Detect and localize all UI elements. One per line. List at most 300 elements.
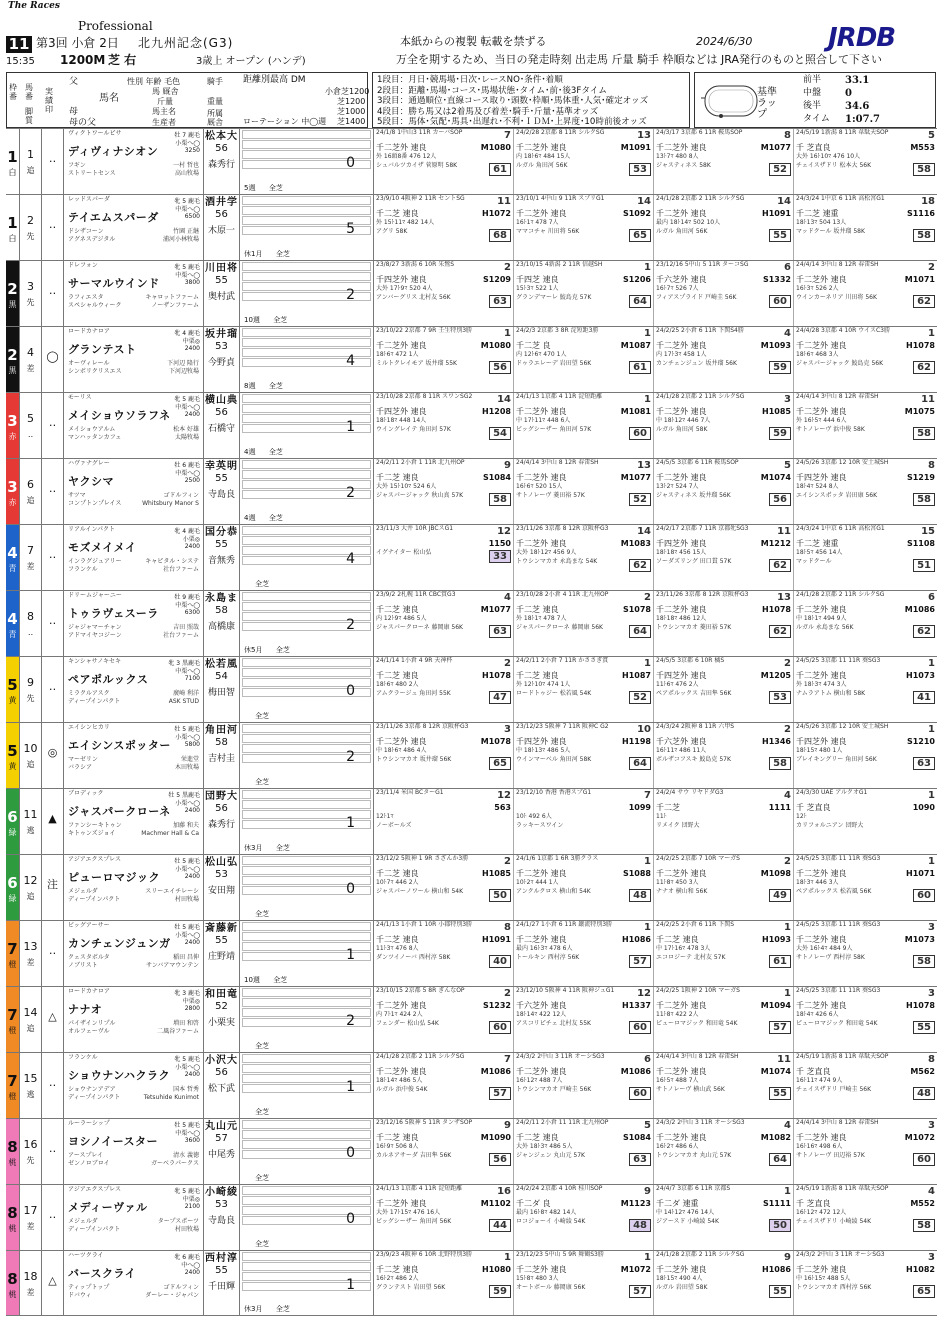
past-race-1[interactable] bbox=[374, 921, 514, 986]
umaban-cell bbox=[20, 723, 42, 788]
prize-money: 3250 bbox=[184, 147, 200, 154]
past-race-title: 24/5/5 3京都 6 11R 鞍馬SOP bbox=[656, 459, 739, 466]
past-race-header bbox=[376, 658, 511, 670]
past-race-title: 23/8/27 3新潟 6 10R 朱鷺S bbox=[376, 261, 455, 268]
rest-summary bbox=[244, 976, 287, 984]
past-race-4[interactable] bbox=[794, 921, 937, 986]
past-race-1[interactable] bbox=[374, 1185, 514, 1250]
distance-surface: 千四芝 速良 bbox=[516, 274, 559, 284]
distance-surface: 千四芝外 速良 bbox=[656, 538, 707, 548]
jockey-name[interactable]: 小沢大 bbox=[205, 1055, 238, 1066]
past-race-2[interactable] bbox=[514, 1053, 654, 1118]
course-time-0: 小倉芝1200 bbox=[325, 87, 370, 96]
past-race-3[interactable] bbox=[654, 525, 794, 590]
jockey-name[interactable]: 西村淳 bbox=[205, 1253, 238, 1264]
past-race-4[interactable] bbox=[794, 459, 937, 524]
past-race-3[interactable] bbox=[654, 723, 794, 788]
winner-line bbox=[656, 427, 791, 441]
damsire-breeder-line bbox=[68, 897, 199, 904]
jockey-name[interactable]: 川田将 bbox=[205, 263, 238, 274]
waku-number: 5 bbox=[7, 676, 18, 694]
passing-info: 18ﾄ18ﾏ 456 15人 bbox=[656, 548, 707, 556]
jockey-name[interactable]: 小崎綾 bbox=[205, 1187, 238, 1198]
dam-name: クェスタボルタ bbox=[68, 953, 110, 961]
winner-line bbox=[516, 1219, 651, 1233]
race-time: H1078 bbox=[762, 604, 791, 614]
past-race-1[interactable] bbox=[374, 987, 514, 1052]
winner-info: マッドクール bbox=[796, 557, 832, 565]
sire-name: ドレフォン bbox=[68, 262, 98, 269]
past-race-2[interactable] bbox=[514, 1119, 654, 1184]
stable-mark: 中栗へ◯ bbox=[175, 667, 200, 675]
horse-name[interactable]: メディーヴァル bbox=[68, 1200, 148, 1214]
past-race-1[interactable] bbox=[374, 1119, 514, 1184]
horse-info-cell bbox=[64, 921, 204, 986]
race-time: M1072 bbox=[620, 1264, 651, 1274]
winner-line bbox=[796, 823, 935, 830]
past-race-3[interactable] bbox=[654, 789, 794, 854]
finish-position: 2 bbox=[928, 262, 935, 273]
horse-name[interactable]: モズメイメイ bbox=[68, 540, 137, 554]
past-race-4[interactable] bbox=[794, 723, 937, 788]
prediction-mark: ‥ bbox=[42, 393, 64, 458]
horse-row-13 bbox=[6, 920, 937, 986]
passing-info: 18ﾄ13ﾏ 504 13人 bbox=[796, 218, 847, 226]
waku-cell bbox=[6, 921, 20, 986]
past-race-2[interactable] bbox=[514, 987, 654, 1052]
stat-bar bbox=[242, 1130, 371, 1139]
winner-line bbox=[516, 295, 651, 309]
past-race-main bbox=[796, 1133, 935, 1142]
distance-surface: 千二芝外 速良 bbox=[516, 1264, 567, 1274]
jockey-cell bbox=[204, 459, 240, 524]
stat-big-figure: 4 bbox=[346, 353, 359, 369]
winner-line bbox=[796, 295, 935, 309]
passing-info: 外 16頭8番 476 12人 bbox=[376, 152, 437, 160]
past-race-1[interactable] bbox=[374, 1251, 514, 1315]
distance-surface: 千六芝外 速良 bbox=[656, 736, 707, 746]
jockey-cell bbox=[204, 855, 240, 920]
waku-number: 4 bbox=[7, 544, 18, 562]
trainer-name[interactable]: 奥村武 bbox=[207, 292, 235, 302]
horse-name[interactable]: ペアポルックス bbox=[68, 672, 149, 686]
past-race-2[interactable] bbox=[514, 261, 654, 326]
trainer-name[interactable]: 千田輝 bbox=[207, 1282, 235, 1292]
winner-info: サトノレーヴ 西村淳 58K bbox=[796, 953, 865, 961]
dam-owner-line bbox=[68, 889, 199, 896]
race-time: 1090 bbox=[912, 802, 935, 812]
past-race-4[interactable] bbox=[794, 1185, 937, 1250]
past-race-4[interactable] bbox=[794, 327, 937, 392]
winner-line bbox=[796, 1087, 935, 1101]
jockey-name[interactable]: 国分恭 bbox=[205, 527, 238, 538]
trainer-name[interactable]: 音無秀 bbox=[207, 556, 235, 566]
winner-info: トウシンマカオ 戸崎圭 56K bbox=[516, 1085, 592, 1093]
past-race-3[interactable] bbox=[654, 1185, 794, 1250]
race-time: M1082 bbox=[760, 1132, 791, 1142]
passing-info: 13ﾄ7ﾏ 480 8人 bbox=[656, 152, 699, 160]
past-race-2[interactable] bbox=[514, 1251, 654, 1315]
past-race-3[interactable] bbox=[654, 1053, 794, 1118]
past-race-3[interactable] bbox=[654, 195, 794, 260]
finish-position: 6 bbox=[784, 262, 791, 273]
past-race-2[interactable] bbox=[514, 327, 654, 392]
winner-line bbox=[796, 229, 935, 243]
past-race-2[interactable] bbox=[514, 393, 654, 458]
finish-position: 1 bbox=[784, 922, 791, 933]
past-race-1[interactable] bbox=[374, 327, 514, 392]
prediction-mark: ‥ bbox=[42, 195, 64, 260]
winner-line bbox=[376, 625, 511, 639]
horse-name[interactable]: メイショウソラフネ bbox=[68, 408, 171, 422]
distance-surface: 千六芝外 速良 bbox=[516, 1000, 567, 1010]
past-race-3[interactable] bbox=[654, 1251, 794, 1315]
horse-name[interactable]: トゥラヴェスーラ bbox=[68, 606, 159, 620]
umaban-cell bbox=[20, 921, 42, 986]
distance-surface: 千二芝外 速良 bbox=[656, 1000, 707, 1010]
stat-bar bbox=[242, 1252, 371, 1261]
past-race-4[interactable] bbox=[794, 1053, 937, 1118]
finish-position: 5 bbox=[928, 130, 935, 141]
waku-color-label: 白 bbox=[8, 168, 17, 178]
running-style: 差 bbox=[26, 1221, 35, 1231]
summary-label: 全芝 bbox=[255, 1041, 270, 1050]
trainer-name[interactable]: 梅田智 bbox=[207, 688, 235, 698]
jockey-name[interactable]: 幸英明 bbox=[205, 461, 238, 472]
finish-position: 9 bbox=[504, 1120, 511, 1131]
past-race-3[interactable] bbox=[654, 855, 794, 920]
past-race-4[interactable] bbox=[794, 1251, 937, 1315]
horse-name[interactable]: ナナオ bbox=[68, 1002, 103, 1016]
waku-number: 7 bbox=[7, 1006, 18, 1024]
horse-name[interactable]: バースクライ bbox=[68, 1266, 137, 1280]
past-race-1[interactable] bbox=[374, 723, 514, 788]
stats-cell bbox=[240, 1185, 374, 1250]
passing-info: 16ﾄ6ﾏ 520 15人 bbox=[516, 482, 563, 490]
past-race-3[interactable] bbox=[654, 261, 794, 326]
winner-info: カンチェンジュン 坂井瑠 56K bbox=[656, 359, 737, 367]
idm-score: 54 bbox=[489, 427, 511, 441]
carried-weight: 56 bbox=[215, 802, 228, 814]
owner-name: 松本 好雄 bbox=[173, 425, 199, 433]
winner-info: グランテスト 岩田望 56K bbox=[376, 1283, 446, 1291]
stat-big-figure: 1 bbox=[346, 1079, 359, 1095]
waku-number: 8 bbox=[7, 1138, 18, 1156]
past-race-header bbox=[376, 592, 511, 604]
finish-position: 14 bbox=[637, 526, 651, 537]
horse-name[interactable]: エイシンスポッター bbox=[68, 738, 171, 752]
winner-line bbox=[376, 1285, 511, 1299]
jockey-name[interactable]: 酒井学 bbox=[205, 197, 238, 208]
passing-info: 16ﾄ11ﾏ 486 11人 bbox=[656, 746, 707, 754]
horse-name[interactable]: カンチェンジュンガ bbox=[68, 936, 171, 950]
past-race-1[interactable] bbox=[374, 1053, 514, 1118]
finish-position: 4 bbox=[928, 1186, 935, 1197]
jockey-name[interactable]: 角田河 bbox=[205, 725, 238, 736]
jockey-name[interactable]: 坂井瑠 bbox=[205, 329, 238, 340]
waku-color-label: 白 bbox=[8, 234, 17, 244]
winner-info: カルネアサーダ 吉田隼 56K bbox=[376, 1151, 452, 1159]
prize-money: 2800 bbox=[184, 1005, 200, 1012]
past-race-1[interactable] bbox=[374, 525, 514, 590]
past-race-main bbox=[656, 671, 791, 680]
past-race-header bbox=[796, 790, 935, 802]
sire-name: ビッグアーサー bbox=[68, 922, 110, 929]
past-race-header bbox=[656, 988, 791, 1000]
past-race-2[interactable] bbox=[514, 525, 654, 590]
surface-label: 芝 右 bbox=[108, 53, 137, 67]
past-race-1[interactable] bbox=[374, 459, 514, 524]
horse-name[interactable]: ヤクシマ bbox=[68, 474, 114, 488]
damsire-breeder-line bbox=[68, 699, 199, 706]
past-race-header bbox=[656, 130, 791, 142]
passing-info: 大外 16ﾄ10ﾏ 476 10人 bbox=[796, 152, 861, 160]
waku-cell bbox=[6, 1251, 20, 1315]
past-race-2[interactable] bbox=[514, 723, 654, 788]
stable-mark: 中栗へ◯ bbox=[175, 403, 200, 411]
finish-position: 11 bbox=[777, 526, 791, 537]
horse-name[interactable]: サーマルウインド bbox=[68, 276, 160, 290]
passing-info: 内 7ﾄ1ﾏ 424 2人 bbox=[376, 1010, 423, 1018]
damsire-name: オルフェーヴル bbox=[68, 1028, 110, 1036]
past-race-title: 23/12/16 5中山 5 11R ターコSG bbox=[656, 261, 749, 268]
jockey-name[interactable]: 団野大 bbox=[205, 791, 238, 802]
trainer-name[interactable]: 小栗実 bbox=[207, 1018, 235, 1028]
waku-color-label: 橙 bbox=[8, 1092, 17, 1102]
past-race-title: 24/3/2 2中山 3 11R オーシSG3 bbox=[656, 1119, 745, 1126]
past-race-4[interactable] bbox=[794, 591, 937, 656]
past-race-title: 24/2/11 2小倉 1 11R 北九州OP bbox=[376, 459, 465, 466]
past-race-3[interactable] bbox=[654, 459, 794, 524]
trainer-name[interactable]: 今野貞 bbox=[207, 358, 235, 368]
distance-surface: 千二芝外 速良 bbox=[656, 472, 707, 482]
winner-line bbox=[516, 1087, 651, 1101]
trainer-name[interactable]: 森秀行 bbox=[207, 820, 235, 830]
past-race-title: 23/12/2 5阪神 1 9R さざんか3勝 bbox=[376, 855, 469, 862]
jockey-name[interactable]: 松山弘 bbox=[205, 857, 238, 868]
winner-line bbox=[376, 163, 511, 177]
jockey-name[interactable]: 横山典 bbox=[205, 395, 238, 406]
race-time: M1071 bbox=[904, 274, 935, 284]
horse-name[interactable]: ショウナンハクラク bbox=[68, 1068, 170, 1082]
winner-line bbox=[656, 889, 791, 903]
past-race-1[interactable] bbox=[374, 393, 514, 458]
breeder-name: 木田牧場 bbox=[174, 764, 199, 772]
waku-cell bbox=[6, 657, 20, 722]
past-race-3[interactable] bbox=[654, 327, 794, 392]
winner-line bbox=[516, 625, 651, 639]
past-race-1[interactable] bbox=[374, 195, 514, 260]
winner-info: ジャスティネス 坂井瑠 56K bbox=[656, 491, 731, 499]
stat-bar bbox=[242, 470, 371, 479]
winner-info: ピューロマジック 和田竜 54K bbox=[656, 1019, 738, 1027]
past-race-1[interactable] bbox=[374, 129, 514, 194]
trainer-name[interactable]: 石橋守 bbox=[207, 424, 235, 434]
past-race-2[interactable] bbox=[514, 855, 654, 920]
past-race-2[interactable] bbox=[514, 921, 654, 986]
horse-info-cell bbox=[64, 525, 204, 590]
distance-surface: 千四芝外 速良 bbox=[376, 274, 427, 284]
past-race-1[interactable] bbox=[374, 789, 514, 854]
umaban-number: 1 bbox=[27, 148, 34, 161]
jockey-name[interactable]: 丸山元 bbox=[205, 1121, 238, 1132]
trainer-name[interactable]: 吉村圭 bbox=[207, 754, 235, 764]
horse-name[interactable]: テイエムスパーダ bbox=[68, 210, 159, 224]
trainer-name[interactable]: 中尾秀 bbox=[207, 1150, 235, 1160]
winner-line bbox=[656, 559, 791, 573]
trainer-name[interactable]: 高橋康 bbox=[207, 622, 235, 632]
past-race-title: 23/12/10 5阪神 4 11R 阪神ジュG1 bbox=[516, 987, 615, 994]
stable-mark: 中へ◯ bbox=[181, 1261, 200, 1269]
trainer-name[interactable]: 庄野靖 bbox=[207, 952, 235, 962]
race-time: M1090 bbox=[480, 1132, 511, 1142]
sire-name: ブロディック bbox=[68, 790, 104, 797]
winner-line bbox=[376, 757, 511, 771]
idm-score: 55 bbox=[769, 229, 791, 243]
horse-name[interactable]: ヨシノイースター bbox=[68, 1134, 159, 1148]
carried-weight: 53 bbox=[215, 868, 228, 880]
winner-info: サトノレーヴ 菱田裕 57K bbox=[516, 491, 585, 499]
past-race-title: 23/12/23 5中山 5 9R 舞鶴S3勝 bbox=[516, 1251, 604, 1258]
idm-score: 60 bbox=[629, 427, 651, 441]
past-race-4[interactable] bbox=[794, 789, 937, 854]
past-race-4[interactable] bbox=[794, 657, 937, 722]
winner-info: ペアポルックス 吉田隼 56K bbox=[656, 689, 732, 697]
stat-bar bbox=[242, 668, 371, 677]
stat-bar bbox=[242, 658, 371, 667]
stat-big-figure: 1 bbox=[346, 815, 359, 831]
past-race-3[interactable] bbox=[654, 657, 794, 722]
past-race-4[interactable] bbox=[794, 525, 937, 590]
past-race-3[interactable] bbox=[654, 987, 794, 1052]
jockey-name[interactable]: 斎藤新 bbox=[205, 923, 238, 934]
stat-bar bbox=[242, 272, 371, 281]
rest-summary bbox=[244, 382, 283, 390]
carried-weight: 56 bbox=[215, 208, 228, 220]
stat-bar bbox=[242, 1196, 371, 1205]
distance-surface: 千四芝外 速良 bbox=[796, 736, 847, 746]
past-race-3[interactable] bbox=[654, 393, 794, 458]
horse-name[interactable]: ディヴィナシオン bbox=[68, 144, 159, 158]
past-race-title: 23/11/26 3京都 8 12R 京阪杯G3 bbox=[376, 723, 469, 730]
winner-line bbox=[516, 1021, 651, 1035]
horse-name[interactable]: ジャスパークローネ bbox=[68, 804, 171, 818]
past-race-2[interactable] bbox=[514, 657, 654, 722]
trainer-name[interactable]: 安田翔 bbox=[207, 886, 235, 896]
horse-row-10 bbox=[6, 722, 937, 788]
winner-info: アンクルクロス 横山和 54K bbox=[516, 887, 591, 895]
prediction-mark: △ bbox=[42, 987, 64, 1052]
umaban-cell bbox=[20, 1251, 42, 1315]
passing-info: 16ﾄ5ﾏ 488 7人 bbox=[656, 1076, 699, 1084]
trainer-name[interactable]: 松下武 bbox=[207, 1084, 235, 1094]
winner-info: ルガル 永島まな 56K bbox=[796, 623, 854, 631]
past-race-2[interactable] bbox=[514, 789, 654, 854]
passing-info: 15ﾄ8ﾏ 480 3人 bbox=[516, 1274, 559, 1282]
horse-name[interactable]: グランテスト bbox=[68, 342, 137, 356]
horse-name[interactable]: ピューロマジック bbox=[68, 870, 160, 884]
prize-money: 2400 bbox=[184, 1071, 200, 1078]
jockey-name[interactable]: 松若風 bbox=[205, 659, 238, 670]
distance-surface: 千二芝外 速良 bbox=[376, 142, 427, 152]
past-race-2[interactable] bbox=[514, 129, 654, 194]
umaban-number: 9 bbox=[27, 676, 34, 689]
past-race-3[interactable] bbox=[654, 591, 794, 656]
past-race-2[interactable] bbox=[514, 195, 654, 260]
passing-info: 16ﾄ2ﾏ 486 2人 bbox=[376, 1274, 419, 1282]
past-race-3[interactable] bbox=[654, 129, 794, 194]
breeder-name: ノーザンファーム bbox=[151, 302, 199, 310]
past-race-4[interactable] bbox=[794, 987, 937, 1052]
trainer-name[interactable]: 寺島良 bbox=[207, 1216, 235, 1226]
copy-notice-1: 本紙からの複製 転載を禁ずる bbox=[400, 35, 547, 48]
jockey-name[interactable]: 松本大 bbox=[205, 131, 238, 142]
prediction-mark: ‥ bbox=[42, 459, 64, 524]
prize-money: 2400 bbox=[184, 345, 200, 352]
trainer-name[interactable]: 木原一 bbox=[207, 226, 235, 236]
past-race-1[interactable] bbox=[374, 855, 514, 920]
carried-weight: 55 bbox=[215, 274, 228, 286]
past-race-4[interactable] bbox=[794, 393, 937, 458]
winner-line bbox=[376, 427, 511, 441]
sire-name: ハーツクライ bbox=[68, 1252, 104, 1259]
lap-value-0: 33.1 bbox=[845, 75, 870, 86]
stable-mark: 小栗へ◯ bbox=[175, 1063, 200, 1071]
winner-line bbox=[656, 163, 791, 177]
stable-mark: 小栗へ◯ bbox=[175, 799, 200, 807]
past-race-4[interactable] bbox=[794, 129, 937, 194]
distance-surface: 千二芝外 速良 bbox=[376, 1066, 427, 1076]
race-time: M1072 bbox=[904, 1132, 935, 1142]
stats-cell bbox=[240, 921, 374, 986]
past-race-4[interactable] bbox=[794, 261, 937, 326]
past-race-3[interactable] bbox=[654, 921, 794, 986]
past-race-2[interactable] bbox=[514, 1185, 654, 1250]
sex-age-color: 牡 6 鹿毛 bbox=[174, 462, 200, 469]
jockey-name[interactable]: 和田竜 bbox=[205, 989, 238, 1000]
past-race-4[interactable] bbox=[794, 195, 937, 260]
past-race-3[interactable] bbox=[654, 1119, 794, 1184]
past-race-1[interactable] bbox=[374, 261, 514, 326]
past-race-header bbox=[796, 1054, 935, 1066]
waku-number: 6 bbox=[7, 874, 18, 892]
past-race-4[interactable] bbox=[794, 855, 937, 920]
umaban-number: 15 bbox=[23, 1072, 38, 1085]
stat-big-figure: 2 bbox=[346, 485, 359, 501]
stats-cell bbox=[240, 987, 374, 1052]
damsire-name: ディープインパクト bbox=[68, 698, 121, 706]
prediction-mark: 注 bbox=[42, 855, 64, 920]
stat-bar bbox=[242, 536, 371, 545]
finish-position: 14 bbox=[777, 196, 791, 207]
jockey-name[interactable]: 永島ま bbox=[205, 593, 238, 604]
owner-name: 稲田 昌伸 bbox=[173, 953, 199, 961]
distance-surface: 千二芝外 速良 bbox=[656, 1066, 707, 1076]
trainer-name[interactable]: 寺島良 bbox=[207, 490, 235, 500]
past-race-4[interactable] bbox=[794, 1119, 937, 1184]
idm-score: 64 bbox=[629, 625, 651, 639]
past-race-1[interactable] bbox=[374, 657, 514, 722]
stable-mark: 中栗へ◯ bbox=[175, 205, 200, 213]
col-kinryo-label: 重量 bbox=[207, 97, 223, 106]
past-race-2[interactable] bbox=[514, 591, 654, 656]
past-race-1[interactable] bbox=[374, 591, 514, 656]
trainer-name[interactable]: 森秀行 bbox=[207, 160, 235, 170]
idm-score: 53 bbox=[769, 691, 791, 705]
jockey-cell bbox=[204, 129, 240, 194]
past-race-2[interactable] bbox=[514, 459, 654, 524]
waku-color-label: 緑 bbox=[8, 828, 17, 838]
